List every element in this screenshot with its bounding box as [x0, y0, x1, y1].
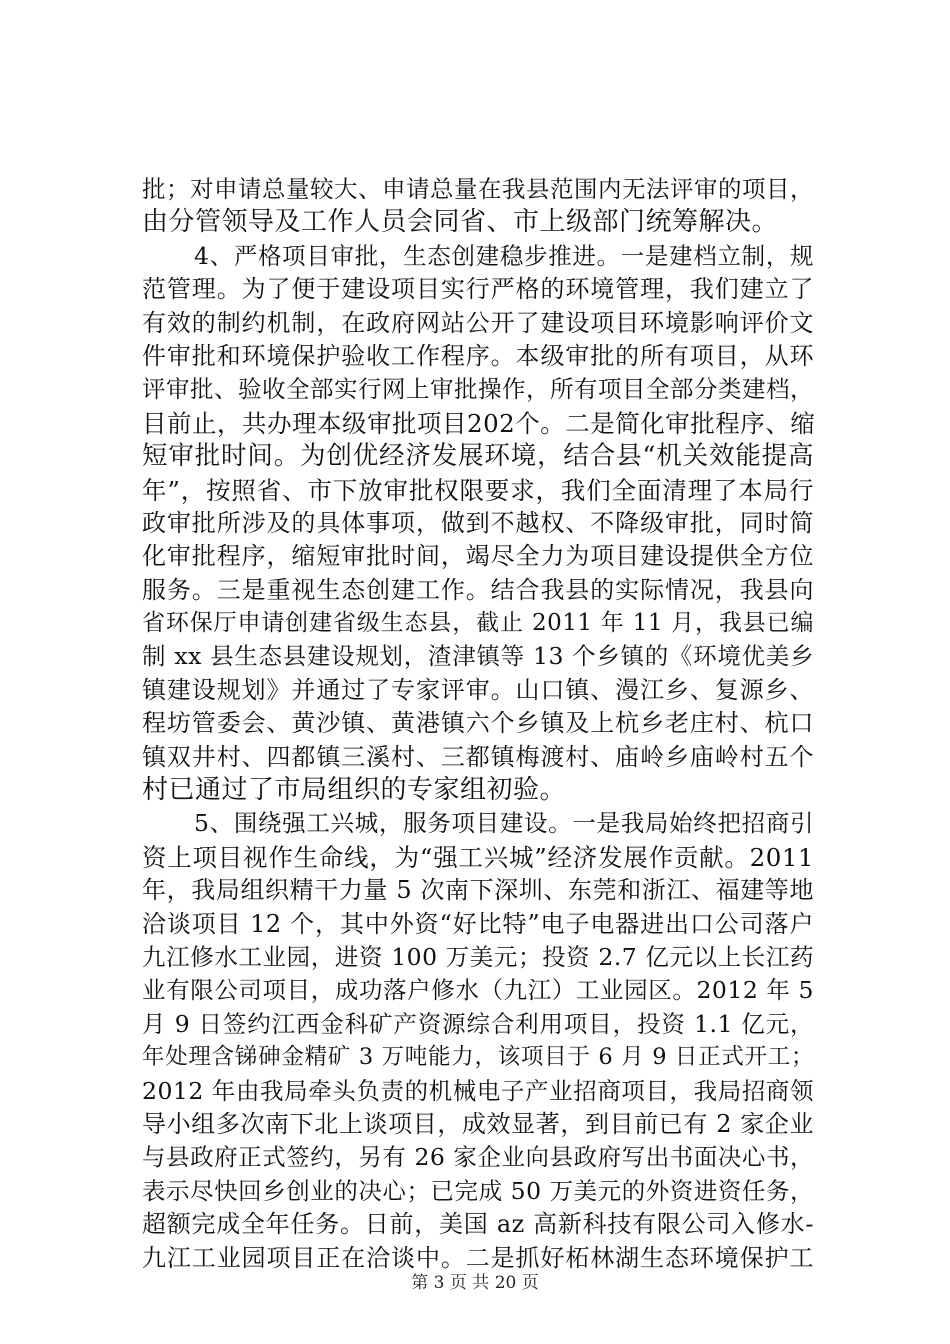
text-line: 目前止，共办理本级审批项目202个。二是简化审批程序、缩	[142, 408, 816, 438]
text-line: 与县政府正式签约，另有 26 家企业向县政府写出书面决心书，	[142, 1143, 814, 1172]
text-line: 年处理含锑砷金精矿 3 万吨能力，该项目于 6 月 9 日正式开工；	[142, 1044, 814, 1071]
text-line: 九江工业园项目正在洽谈中。二是抓好柘林湖生态环境保护工	[142, 1243, 814, 1272]
text-line: 批；对申请总量较大、申请总量在我县范围内无法评审的项目，	[142, 175, 814, 203]
document-body	[142, 173, 814, 1275]
text-line: 件审批和环境保护验收工作程序。本级审批的所有项目，从环	[142, 341, 814, 370]
text-line: 程坊管委会、黄沙镇、黄港镇六个乡镇及上杭乡老庄村、杭口	[142, 709, 814, 738]
text-line: 由分管领导及工作人员会同省、市上级部门统筹解决。	[142, 207, 779, 238]
text-line: 镇建设规划》并通过了专家评审。山口镇、漫江乡、复源乡、	[142, 675, 814, 704]
text-line: 服务。三是重视生态创建工作。结合我县的实际情况，我县向	[142, 575, 814, 604]
text-line: 范管理。为了便于建设项目实行严格的环境管理，我们建立了	[142, 275, 814, 304]
text-line: 洽谈项目 12 个，其中外资“好比特”电子电器进出口公司落户	[142, 909, 814, 938]
text-line: 导小组多次南下北上谈项目，成效显著，到目前已有 2 家企业	[142, 1109, 814, 1138]
text-line: 短审批时间。为创优经济发展环境，结合县“机关效能提高	[142, 441, 814, 472]
text-line: 省环保厅申请创建省级生态县，截止 2011 年 11 月，我县已编	[142, 610, 814, 637]
text-line: 月 9 日签约江西金科矿产资源综合利用项目，投资 1.1 亿元，	[142, 1009, 814, 1038]
text-line: 制 xx 县生态县建设规划，渣津镇等 13 个乡镇的《环境优美乡	[142, 642, 814, 671]
text-line: 年，我局组织精干力量 5 次南下深圳、东莞和浙江、福建等地	[142, 876, 814, 905]
text-line: 村已通过了市局组织的专家组初验。	[142, 775, 567, 806]
text-line: 年”，按照省、市下放审批权限要求，我们全面清理了本局行	[142, 475, 814, 505]
text-line: 资上项目视作生命线，为“强工兴城”经济发展作贡献。2011	[142, 842, 814, 872]
text-line: 镇双井村、四都镇三溪村、三都镇梅渡村、庙岭乡庙岭村五个	[142, 742, 814, 771]
text-line: 评审批、验收全部实行网上审批操作，所有项目全部分类建档，	[142, 375, 814, 404]
text-line: 表示尽快回乡创业的决心；已完成 50 万美元的外资进资任务，	[142, 1176, 814, 1205]
text-line: 有效的制约机制，在政府网站公开了建设项目环境影响评价文	[142, 308, 814, 337]
text-line: 5、围绕强工兴城，服务项目建设。一是我局始终把招商引	[194, 809, 814, 838]
text-line: 业有限公司项目，成功落户修水（九江）工业园区。2012 年 5	[142, 976, 814, 1005]
page-footer: 第 3 页 共 20 页	[411, 1273, 539, 1293]
text-line: 超额完成全年任务。日前，美国 az 高新科技有限公司入修水-	[142, 1210, 814, 1239]
text-line: 九江修水工业园，进资 100 万美元；投资 2.7 亿元以上长江药	[142, 942, 814, 971]
text-line: 化审批程序，缩短审批时间，竭尽全力为项目建设提供全方位	[142, 542, 814, 571]
text-line: 2012 年由我局牵头负责的机械电子产业招商项目，我局招商领	[142, 1076, 814, 1105]
text-line: 4、严格项目审批，生态创建稳步推进。一是建档立制，规	[194, 241, 814, 270]
text-line: 政审批所涉及的具体事项，做到不越权、不降级审批，同时简	[142, 508, 814, 537]
